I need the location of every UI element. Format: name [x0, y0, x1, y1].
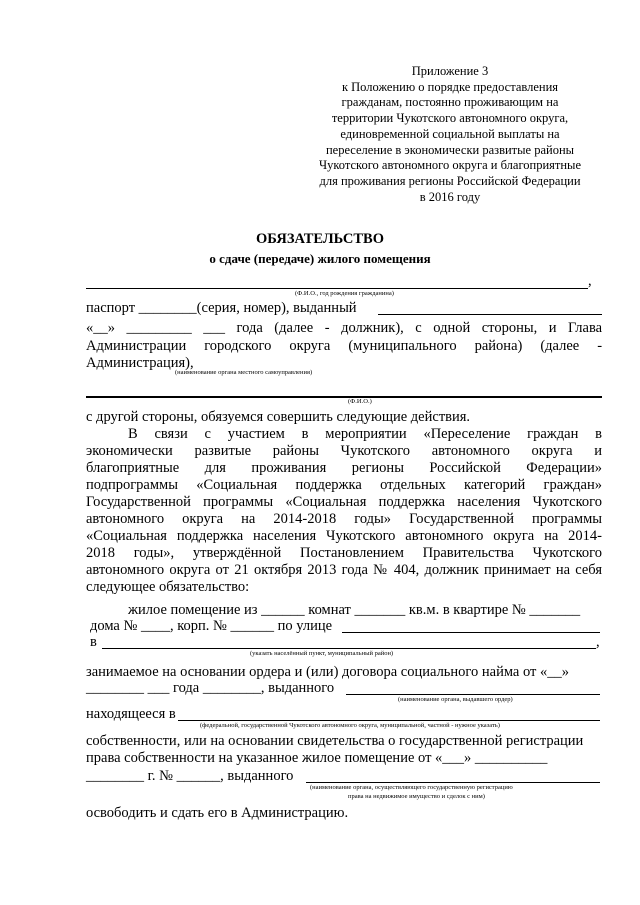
paragraph-line: Государственной программы «Социальная поддержка населения Чукотского: [86, 494, 602, 510]
cert-line: ________ г. № ______, выданного: [86, 768, 294, 784]
hint-registrar-2: права на недвижимое имущество и сделок с ним): [348, 793, 485, 800]
paragraph-line: благоприятные для проживания регионы Российской Федерации»: [86, 460, 602, 476]
passport-issuer-blank[interactable]: [378, 314, 602, 315]
annex-line: территории Чукотского автономного округа,: [331, 111, 569, 126]
passport-line: паспорт ________(серия, номер), выданный: [86, 300, 357, 316]
paragraph-line: следующее обязательство:: [86, 579, 250, 595]
located-prefix: находящееся в: [86, 706, 176, 722]
annex-line: к Положению о порядке предоставления: [341, 79, 559, 94]
hint-org: (наименование органа местного самоуправления): [175, 369, 313, 376]
ownership-line: собственности, или на основании свидетельства о государственной регистрации: [86, 733, 584, 749]
annex-line: переселение в экономически развитые районы: [325, 142, 575, 157]
city-comma: ,: [596, 634, 600, 650]
document-subtitle: о сдаче (передаче) жилого помещения: [209, 251, 431, 266]
order-line: занимаемое на основании ордера и (или) договора социального найма от «__»: [86, 664, 569, 680]
right-line: права собственности на указанное жилое помещение от «___» __________: [86, 750, 548, 766]
paragraph-line: экономически развитые районы Чукотского автономного округа и: [86, 443, 602, 459]
paragraph-line: «Социальная поддержка населения Чукотского автономного округа на 2014-: [86, 528, 602, 544]
final-text: освободить и сдать его в Администрацию.: [86, 805, 349, 821]
annex-line: Чукотского автономного округа и благоприятные: [318, 158, 582, 173]
document-title: ОБЯЗАТЕЛЬСТВО: [256, 231, 384, 247]
paragraph-line: подпрограммы «Социальная поддержка отдельных категорий граждан»: [86, 477, 602, 493]
street-blank-line[interactable]: [342, 632, 600, 633]
house-line: дома № ____, корп. № ______ по улице: [90, 618, 333, 634]
annex-line: в 2016 году: [419, 189, 481, 204]
admin-line-2: Администрация),: [86, 355, 194, 371]
date-line: «__» _________ ___ года (далее - должник), с одной стороны, и Глава: [86, 320, 603, 336]
other-side-text: с другой стороны, обязуемся совершить следующие действия.: [86, 409, 471, 425]
ownership-blank-line[interactable]: [178, 720, 600, 721]
hint-registrar-1: (наименование органа, осуществляющего государственную регистрацию: [310, 784, 513, 791]
city-blank-line[interactable]: [102, 648, 596, 649]
issuer-blank-line[interactable]: [346, 694, 600, 695]
paragraph-line: 2018 годы», утверждённой Постановлением Правительства Чукотского: [86, 545, 602, 561]
registrar-blank-line[interactable]: [306, 782, 600, 783]
annex-line: единовременной социальной выплаты на: [340, 126, 560, 141]
city-prefix: в: [90, 634, 97, 650]
hint-issuer: (наименование органа, выдавшего ордер): [398, 696, 513, 703]
annex-header: [300, 64, 600, 205]
fio-comma: ,: [588, 273, 592, 289]
paragraph-line: В связи с участием в мероприятии «Переселение граждан в: [128, 426, 602, 442]
hint-city: (указать населённый пункт, муниципальный район): [250, 650, 394, 657]
year-line: ________ ___ года ________, выданного: [86, 680, 335, 696]
hint-fio-birth: (Ф.И.О., год рождения гражданина): [295, 290, 394, 297]
admin-line: Администрации городского округа (муниципального района) (далее -: [86, 338, 603, 354]
fio-blank-line[interactable]: [86, 288, 588, 289]
rooms-line: жилое помещение из ______ комнат _______ кв.м. в квартире № _______: [128, 602, 581, 618]
paragraph-line: автономного округа от 21 октября 2013 года № 404, должник принимает на себя: [86, 562, 602, 578]
annex-line: для проживания регионы Российской Федерации: [319, 173, 581, 188]
hint-fio: (Ф.И.О.): [348, 398, 372, 405]
fio-head-blank-line[interactable]: [86, 396, 602, 398]
hint-ownership: (федеральной, государственной Чукотского автономного округа, муниципальной, частной - нужное указать): [200, 722, 500, 729]
annex-line: гражданам, постоянно проживающим на: [341, 95, 559, 110]
annex-line: Приложение 3: [411, 64, 489, 78]
paragraph-line: автономного округа на 2014-2018 годы» Государственной программы: [86, 511, 602, 527]
